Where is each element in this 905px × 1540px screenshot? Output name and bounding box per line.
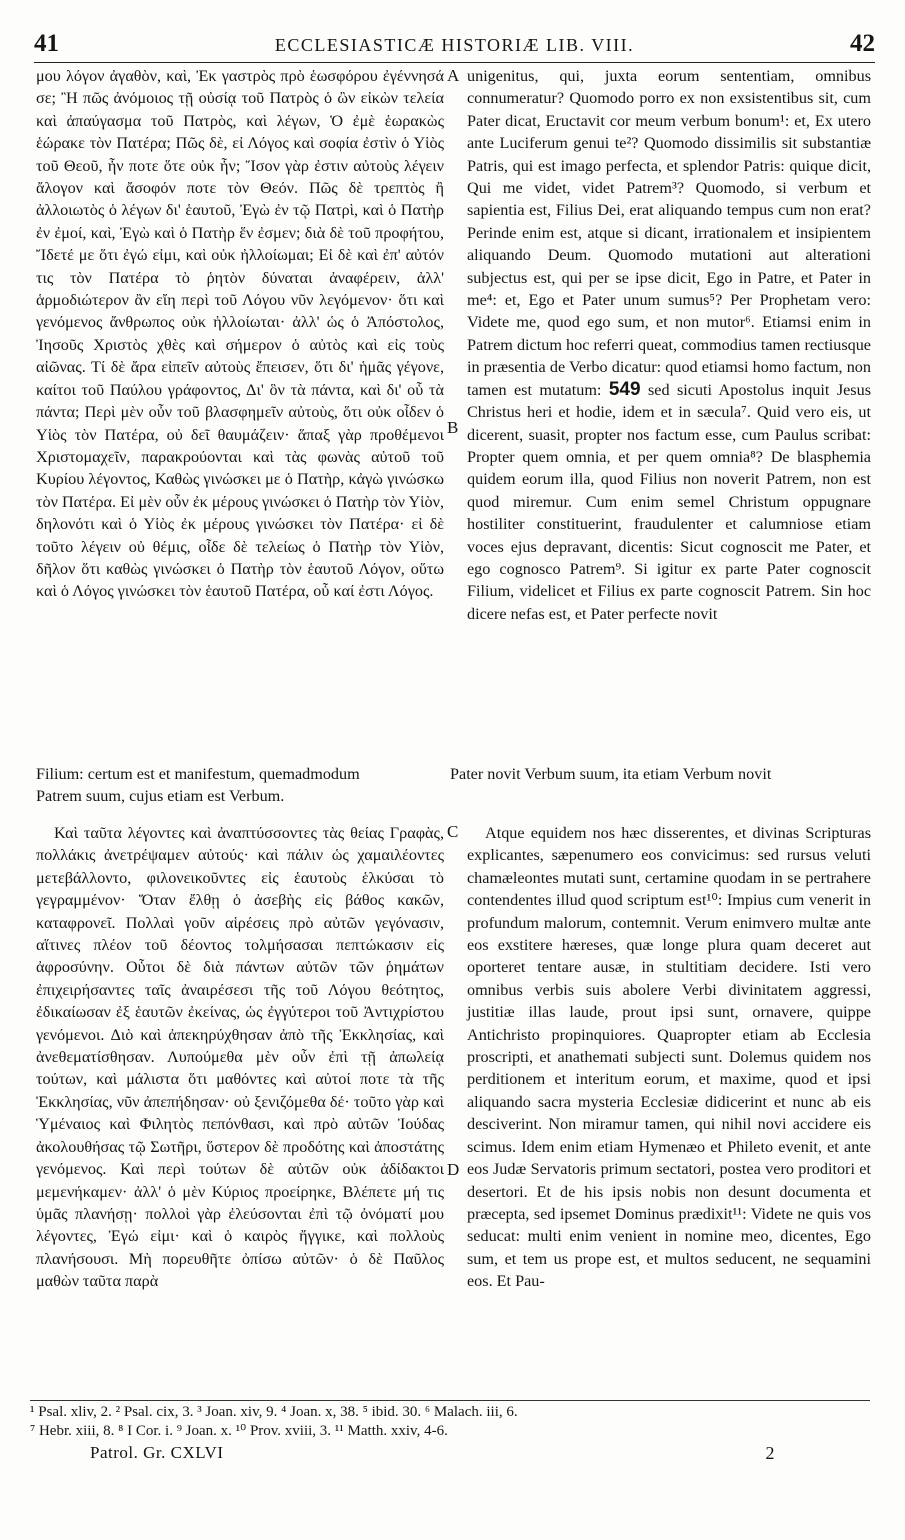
running-title: ECCLESIASTICÆ HISTORIÆ LIB. VIII. [274,35,635,55]
spanning-line-left: Filium: certum est et manifestum, quemadmodum [36,765,360,783]
margin-marker-c: C [447,822,459,841]
margin-marker-a: A [447,66,460,85]
page-number-right: 42 [850,30,875,57]
latin-text-top-b: sed sicuti Apostolus inquit Jesus Christus heri et hodie, idem et in sæcula⁷. Quid vero eis, ut dicerent, suasit, propter nos factum esse, cum Paulus scribat: Propter quem omnia, et per quem omnia⁸? De blasphemia quidem eorum illa, quod Filius non noverit Patrem, non est quod miremur. Cum enim semel Christum oppugnare hostiliter constituerint, fraudulenter et calumniose etiam voces ejus depravant, dicentis: Sicut cognoscit me Pater, et ego cognosco Patrem⁹. Si igitur ex parte Pater cognoscit Filium, videlicet et Filius ex parte cognoscit Patrem. Sin hoc dicere nefas est, et Pater perfecte novit [467,380,871,623]
margin-marker-b: B [447,418,459,437]
margin-marker-d: D [447,1160,460,1179]
greek-paragraph-top: μου λόγον ἀγαθὸν, καὶ, Ἐκ γαστρὸς πρὸ ἑωσφόρου ἐγέννησά σε; Ἢ πῶς ἀνόμοιος τῇ οὐσίᾳ τοῦ Πατρὸς ὁ ὢν εἰκὼν τελεία καὶ ἀπαύγασμα τοῦ Πατρὸς, καὶ λέγων, Ὁ ἐμὲ ἑωρακὼς ἑώρακε τὸν Πατέρα; Πῶς δὲ, εἰ Λόγος καὶ σοφία ἐστὶν ὁ Υἱὸς τοῦ Θεοῦ, ἦν ποτε ὅτε οὐκ ἦν; Ἴσον γὰρ ἐστιν αὐτοὺς λέγειν ἄλογον καὶ ἄσοφόν ποτε τὸν Θεόν. Πῶς δὲ τρεπτὸς ἢ ἀλλοιωτὸς ὁ λέγων δι' ἑαυτοῦ, Ἐγὼ ἐν τῷ Πατρὶ, καὶ ὁ Πατὴρ ἐν ἐμοί, καὶ, Ἐγὼ καὶ ὁ Πατὴρ ἕν ἐσμεν; διὰ δὲ τοῦ προφήτου, Ἴδετέ με ὅτι ἐγώ εἰμι, καὶ οὐκ ἠλλοίωμαι; Εἰ δὲ καὶ ἐπ' αὐτόν τις τὸν Πατέρα τὸ ῥητὸν δύναται ἀναφέρειν, ἀλλ' ἁρμοδιώτερον ἂν εἴη περὶ τοῦ Λόγου νῦν λεγόμενον· ὅτι καὶ γενόμενος ἄνθρωπος οὐκ ἠλλοίωται· ἀλλ' ὡς ὁ Ἀπόστολος, Ἰησοῦς Χριστὸς χθὲς καὶ σήμερον ὁ αὐτὸς καὶ εἰς τοὺς αἰῶνας. Τί δὲ ἄρα εἰπεῖν αὐτοὺς ἔπεισεν, ὅτι δι' ἡμᾶς γέγονε, καίτοι τοῦ Παύλου γράφοντος, Δι' ὃν τὰ πάντα, καὶ δι' οὗ τὰ πάντα; Περὶ μὲν οὖν τοῦ βλασφημεῖν αὐτοὺς, ὅτι οὐκ οἶδεν ὁ Υἱὸς τὸν Πατέρα, οὐ δεῖ θαυμάζειν· ἅπαξ γὰρ προθέμενοι Χριστομαχεῖν, παρακρούονται καὶ τὰς φωνὰς αὐτοῦ τοῦ Κυρίου λέγοντος, Καθὼς γινώσκει με ὁ Πατὴρ, κἀγὼ γινώσκω τὸν Πατέρα. Εἰ μὲν οὖν ἐκ μέρους γινώσκει ὁ Πατὴρ τὸν Υἱὸν, δηλονότι καὶ ὁ Υἱὸς ἐκ μέρους γινώσκει τὸν Πατέρα· εἰ δὲ τοῦτο λέγειν οὐ θέμις, οἶδε δὲ τελείως ὁ Πατὴρ τὸν Υἱὸν, δῆλον ὅτι καθὼς γινώσκει ὁ Πατὴρ τὸν ἑαυτοῦ Λόγον, οὕτω καὶ ὁ Λόγος γινώσκει τὸν ἑαυτοῦ Πατέρα, οὗ καί ἐστι Λόγος. [36,67,444,601]
latin-column-bottom [467,822,871,1293]
series-signature: Patrol. Gr. CXLVI [90,1443,224,1462]
footnote-line-2: ⁷ Hebr. xiii, 8. ⁸ I Cor. i. ⁹ Joan. x. ¹⁰ Prov. xviii, 3. ¹¹ Matth. xxiv, 4-6. [30,1423,448,1439]
latin-paragraph-bottom: Atque equidem nos hæc disserentes, et divinas Scripturas explicantes, sæpenumero eos convicimus: sed rursus veluti chamæleontes mutati sunt, certamine quodam in se pertrahere contendentes illud quod scriptum est¹⁰: Impius cum venerit in profundum malorum, contemnit. Verum enimvero multæ ante eos exstitere hæreses, quæ longe plura quam deceret aut oporteret tentare ausæ, in stultitiam decidere. Isti vero omnibus verbis suis abolere Verbi divinitatem aggressi, justitiæ illas laude, prout ipsi sunt, ornavere, quippe Antichristo propinquiores. Quapropter etiam ab Ecclesia proscripti, et anathemati subjecti sunt. Dolemus quidem nos perditionem et interitum eorum, et maxime, quod et ipsi aliquando sacra mysteria Ecclesiæ didicerint et nunc ab eis desciverint. Non miramur tamen, qui nihil novi accidere eis scimus. Idem enim etiam Hymenæo et Phileto evenit, et ante eos Judæ Servatoris primum sectatori, postea vero proditori et desertori. Et de his ipsis nobis non desunt documenta et præcepta, sed ipsemet Dominus prædixit¹¹: Videte ne quis vos seducat: multi enim venient in nomine meo, dicentes, Ego sum, et tem us prope est, et multos seducent, ne sequamini eos. Et Pau- [467,824,871,1291]
footnote-line-1: ¹ Psal. xliv, 2. ² Psal. cix, 3. ³ Joan. xiv, 9. ⁴ Joan. x, 38. ⁵ ibid. 30. ⁶ Malach. iii, 6. [30,1404,518,1420]
running-header [34,30,875,63]
gathering-signature: 2 [765,1443,775,1463]
greek-paragraph-bottom: Καὶ ταῦτα λέγοντες καὶ ἀναπτύσσοντες τὰς θείας Γραφὰς, πολλάκις ἀνετρέψαμεν αὐτούς· καὶ πάλιν ὡς χαμαιλέοντες μετεβάλλοντο, φιλονεικοῦντες εἰς ἑαυτοὺς ἑλκύσαι τὸ γεγραμμένον· Ὅταν ἔλθῃ ὁ ἀσεβὴς εἰς βάθος κακῶν, καταφρονεῖ. Πολλαὶ γοῦν αἱρέσεις πρὸ αὐτῶν γεγόνασιν, αἵτινες πλέον τοῦ δέοντος τολμήσασαι πεπτώκασιν εἰς ἀφροσύνην. Οὗτοι δὲ διὰ πάντων αὐτῶν τῶν ῥημάτων ἐπιχειρήσαντες ταῖς ἀναιρέσεσι τῆς τοῦ Λόγου θεότητος, ἐδικαίωσαν ἐξ ἑαυτῶν ἐκείνας, ὡς ἐγγύτεροι τοῦ Ἀντιχρίστου γενόμενοι. Διὸ καὶ ἀπεκηρύχθησαν ἀπὸ τῆς Ἐκκλησίας, καὶ ἀνεθεματίσθησαν. Λυπούμεθα μὲν οὖν ἐπὶ τῇ ἀπωλείᾳ τούτων, καὶ μάλιστα ὅτι μαθόντες καὶ αὐτοί ποτε τὰ τῆς Ἐκκλησίας, νῦν ἀπεπήδησαν· οὐ ξενιζόμεθα δέ· τοῦτο γὰρ καὶ Ὑμέναιος καὶ Φιλητὸς πεπόνθασι, καὶ πρὸ αὐτῶν Ἰούδας ἀκολουθήσας τῷ Σωτῆρι, ὕστερον δὲ προδότης καὶ ἀποστάτης γενόμενος. Καὶ περὶ τούτων δὲ αὐτῶν οὐκ ἀδίδακτοι μεμενήκαμεν· ἀλλ' ὁ μὲν Κύριος προείρηκε, Βλέπετε μή τις ὑμᾶς πλανήσῃ· πολλοὶ γὰρ ἐλεύσονται ἐπὶ τῷ ὀνόματί μου λέγοντες, Ἐγώ εἰμι· καὶ ὁ καιρὸς ἤγγικε, καὶ πολλοὺς πλανήσουσι. Μὴ πορευθῆτε ὀπίσω αὐτῶν· ὁ δὲ Παῦλος μαθὼν ταῦτα παρὰ [36,824,444,1291]
greek-column-top [36,65,444,603]
latin-text-top-a: unigenitus, qui, juxta eorum sententiam, omnibus connumeratur? Quomodo porro ex non exsistentibus sit, cum Pater dicat, Eructavit cor meum verbum bonum¹: et, Ex utero ante Luciferum genui te²? Quomodo dissimilis sit substantiæ Patris, qui est imago perfecta, et splendor Patris: quique dicit, Qui me videt, videt Patrem³? Quomodo, si verbum et sapientia est, Filius Dei, erat aliquando tempus cum non erat? Perinde enim est, atque si dicant, irrationalem et insipientem aliquando Deum. Quomodo mutationi aut alterationi subjectus est, qui per se ipse dicit, Ego in Patre, et Pater in me⁴: et, Ego et Pater unum sumus⁵? Per Prophetam vero: Videte me, quod ego sum, et non mutor⁶. Etiamsi enim in Patrem dictum hoc referri queat, commodius tamen rectiusque in præsentia de Verbo dicatur: quod etiamsi homo factum, non tamen est mutatum: [467,67,871,399]
latin-column-top [467,65,871,625]
spanning-line-second: Patrem suum, cujus etiam est Verbum. [36,787,285,806]
latin-paragraph-top [467,65,871,625]
footnotes [30,1400,870,1441]
greek-column-bottom [36,822,444,1293]
page-footer [90,1443,775,1464]
spanning-line-right: Pater novit Verbum suum, ita etiam Verbum novit [450,765,772,783]
column-number: 549 [608,378,641,400]
page-number-left: 41 [34,30,59,57]
